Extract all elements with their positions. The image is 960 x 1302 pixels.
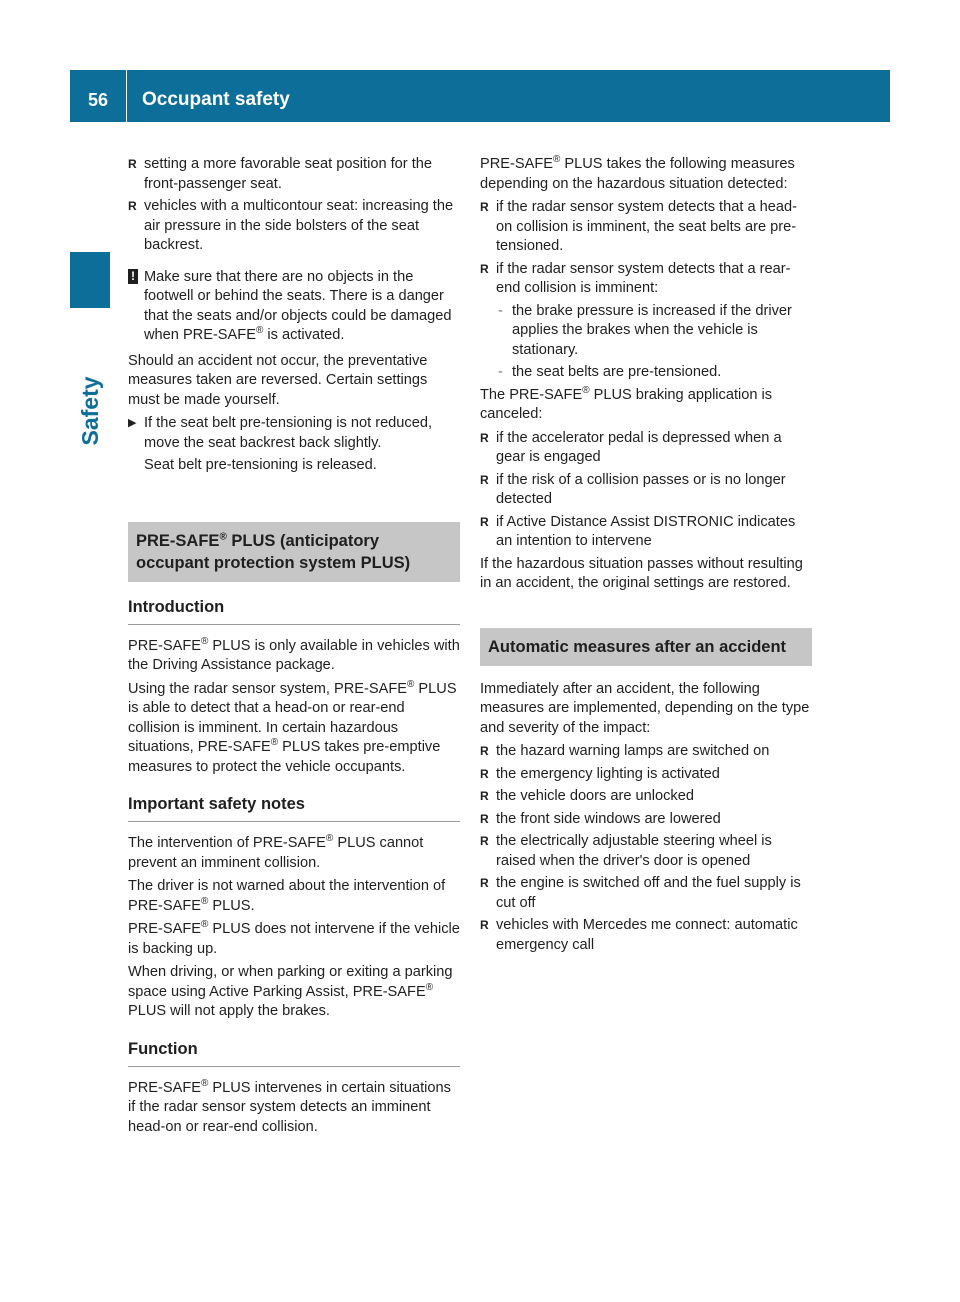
paragraph: [128, 834, 460, 873]
registered-mark: ®: [200, 1077, 209, 1089]
paragraph: [128, 1079, 460, 1138]
list-item: R the vehicle doors are unlocked: [480, 787, 812, 807]
sub-list-item: - the brake pressure is increased if the driver applies the brakes when the vehicle is stationary.: [480, 302, 812, 361]
list-item: R if Active Distance Assist DISTRONIC indicates an intention to intervene: [480, 513, 812, 552]
paragraph: [128, 920, 460, 959]
warning-text-end: is activated.: [263, 327, 345, 343]
right-column: [480, 155, 812, 958]
registered-mark: ®: [200, 895, 209, 907]
registered-mark: ®: [425, 981, 434, 993]
text: PRE-SAFE: [480, 156, 553, 172]
text: PLUS is able to detect that a head-on or rear-end collision is imminent. In certain hazardous situations, PRE-SAFE: [128, 680, 457, 755]
registered-mark: ®: [219, 531, 227, 542]
paragraph: [128, 680, 460, 778]
heading-introduction: Introduction: [128, 596, 460, 625]
page-header: [70, 70, 890, 122]
text: PLUS intervenes in certain situations if the radar sensor system detects an imminent head-on or rear-end collision.: [128, 1079, 451, 1135]
side-tab-marker: [70, 252, 110, 308]
chapter-title: Occupant safety: [142, 89, 290, 110]
text: When driving, or when parking or exiting a parking space using Active Parking Assist, PRE-SAFE: [128, 964, 453, 1000]
registered-mark: ®: [325, 833, 334, 845]
paragraph: [480, 386, 812, 425]
text: Using the radar sensor system, PRE-SAFE: [128, 680, 407, 697]
text: PLUS takes the following measures depending on the hazardous situation detected:: [480, 156, 795, 192]
text: PLUS cannot prevent an imminent collision.: [128, 835, 424, 871]
registered-mark: ®: [255, 325, 264, 337]
registered-mark: ®: [407, 678, 415, 690]
list-item: R vehicles with Mercedes me connect: automatic emergency call: [480, 916, 812, 955]
left-column: [128, 155, 460, 1141]
page-number: 56: [70, 70, 127, 122]
registered-mark: ®: [552, 154, 561, 166]
side-section-label: Safety: [77, 376, 103, 446]
warning-text: Make sure that there are no objects in the footwell or behind the seats. There is a danger that the seats and/or objects could be damaged when PRE-SAFE: [144, 268, 452, 343]
list-item: R the engine is switched off and the fuel supply is cut off: [480, 874, 812, 913]
section-title-pre-safe-plus: [128, 522, 460, 582]
heading-important-safety-notes: Important safety notes: [128, 793, 460, 822]
list-item: R vehicles with a multicontour seat: increasing the air pressure in the side bolsters of the seat backrest.: [128, 197, 460, 256]
text: The driver is not warned about the intervention of PRE-SAFE: [128, 878, 446, 914]
text: PRE-SAFE: [128, 1079, 201, 1096]
list-item: R the emergency lighting is activated: [480, 765, 812, 785]
list-item: R setting a more favorable seat position for the front-passenger seat.: [128, 155, 460, 194]
section-title-text-end: PLUS (anticipatory occupant protection system PLUS): [136, 531, 411, 572]
list-item: R the front side windows are lowered: [480, 810, 812, 830]
section-title-text: PRE-SAFE: [136, 531, 220, 550]
paragraph: [480, 155, 812, 194]
text: PRE-SAFE: [128, 637, 201, 654]
heading-function: Function: [128, 1038, 460, 1067]
paragraph: [128, 963, 460, 1022]
section-title-automatic-measures: Automatic measures after an accident: [480, 628, 812, 666]
paragraph: If the hazardous situation passes without resulting in an accident, the original settings are restored.: [480, 555, 803, 591]
text: The PRE-SAFE: [480, 386, 583, 403]
list-item: R if the radar sensor system detects that a rear-end collision is imminent:: [480, 260, 812, 299]
list-item: R the electrically adjustable steering wheel is raised when the driver's door is opened: [480, 832, 812, 871]
text: PLUS does not intervene if the vehicle is backing up.: [128, 921, 460, 957]
list-item: R the hazard warning lamps are switched on: [480, 742, 812, 762]
text: PLUS braking application is canceled:: [480, 386, 773, 422]
text: The intervention of PRE-SAFE: [128, 835, 326, 851]
list-item: R if the risk of a collision passes or is no longer detected: [480, 471, 812, 510]
registered-mark: ®: [200, 919, 209, 931]
list-item: R if the accelerator pedal is depressed when a gear is engaged: [480, 429, 812, 468]
paragraph: Should an accident not occur, the preventative measures taken are reversed. Certain settings must be made yourself.: [128, 352, 428, 408]
warning-note: [128, 268, 460, 346]
instruction-step: ▶ If the seat belt pre-tensioning is not reduced, move the seat backrest back slightly.: [128, 414, 460, 453]
paragraph: Immediately after an accident, the following measures are implemented, depending on the type and severity of the impact:: [480, 680, 810, 736]
registered-mark: ®: [582, 384, 590, 396]
paragraph: [128, 637, 460, 676]
sub-list-item: - the seat belts are pre-tensioned.: [480, 363, 812, 383]
registered-mark: ®: [200, 635, 209, 647]
paragraph: [128, 877, 460, 916]
warning-icon: !: [128, 269, 138, 284]
step-result: Seat belt pre-tensioning is released.: [144, 457, 377, 473]
text: PLUS.: [208, 897, 255, 914]
text: PRE-SAFE: [128, 921, 201, 937]
list-item: R if the radar sensor system detects that a head-on collision is imminent, the seat belts are pre-tensioned.: [480, 198, 812, 257]
text: PLUS is only available in vehicles with the Driving Assistance package.: [128, 637, 460, 673]
text: PLUS takes pre-emptive measures to protect the vehicle occupants.: [128, 739, 441, 775]
text: PLUS will not apply the brakes.: [128, 1003, 330, 1019]
registered-mark: ®: [270, 737, 279, 749]
